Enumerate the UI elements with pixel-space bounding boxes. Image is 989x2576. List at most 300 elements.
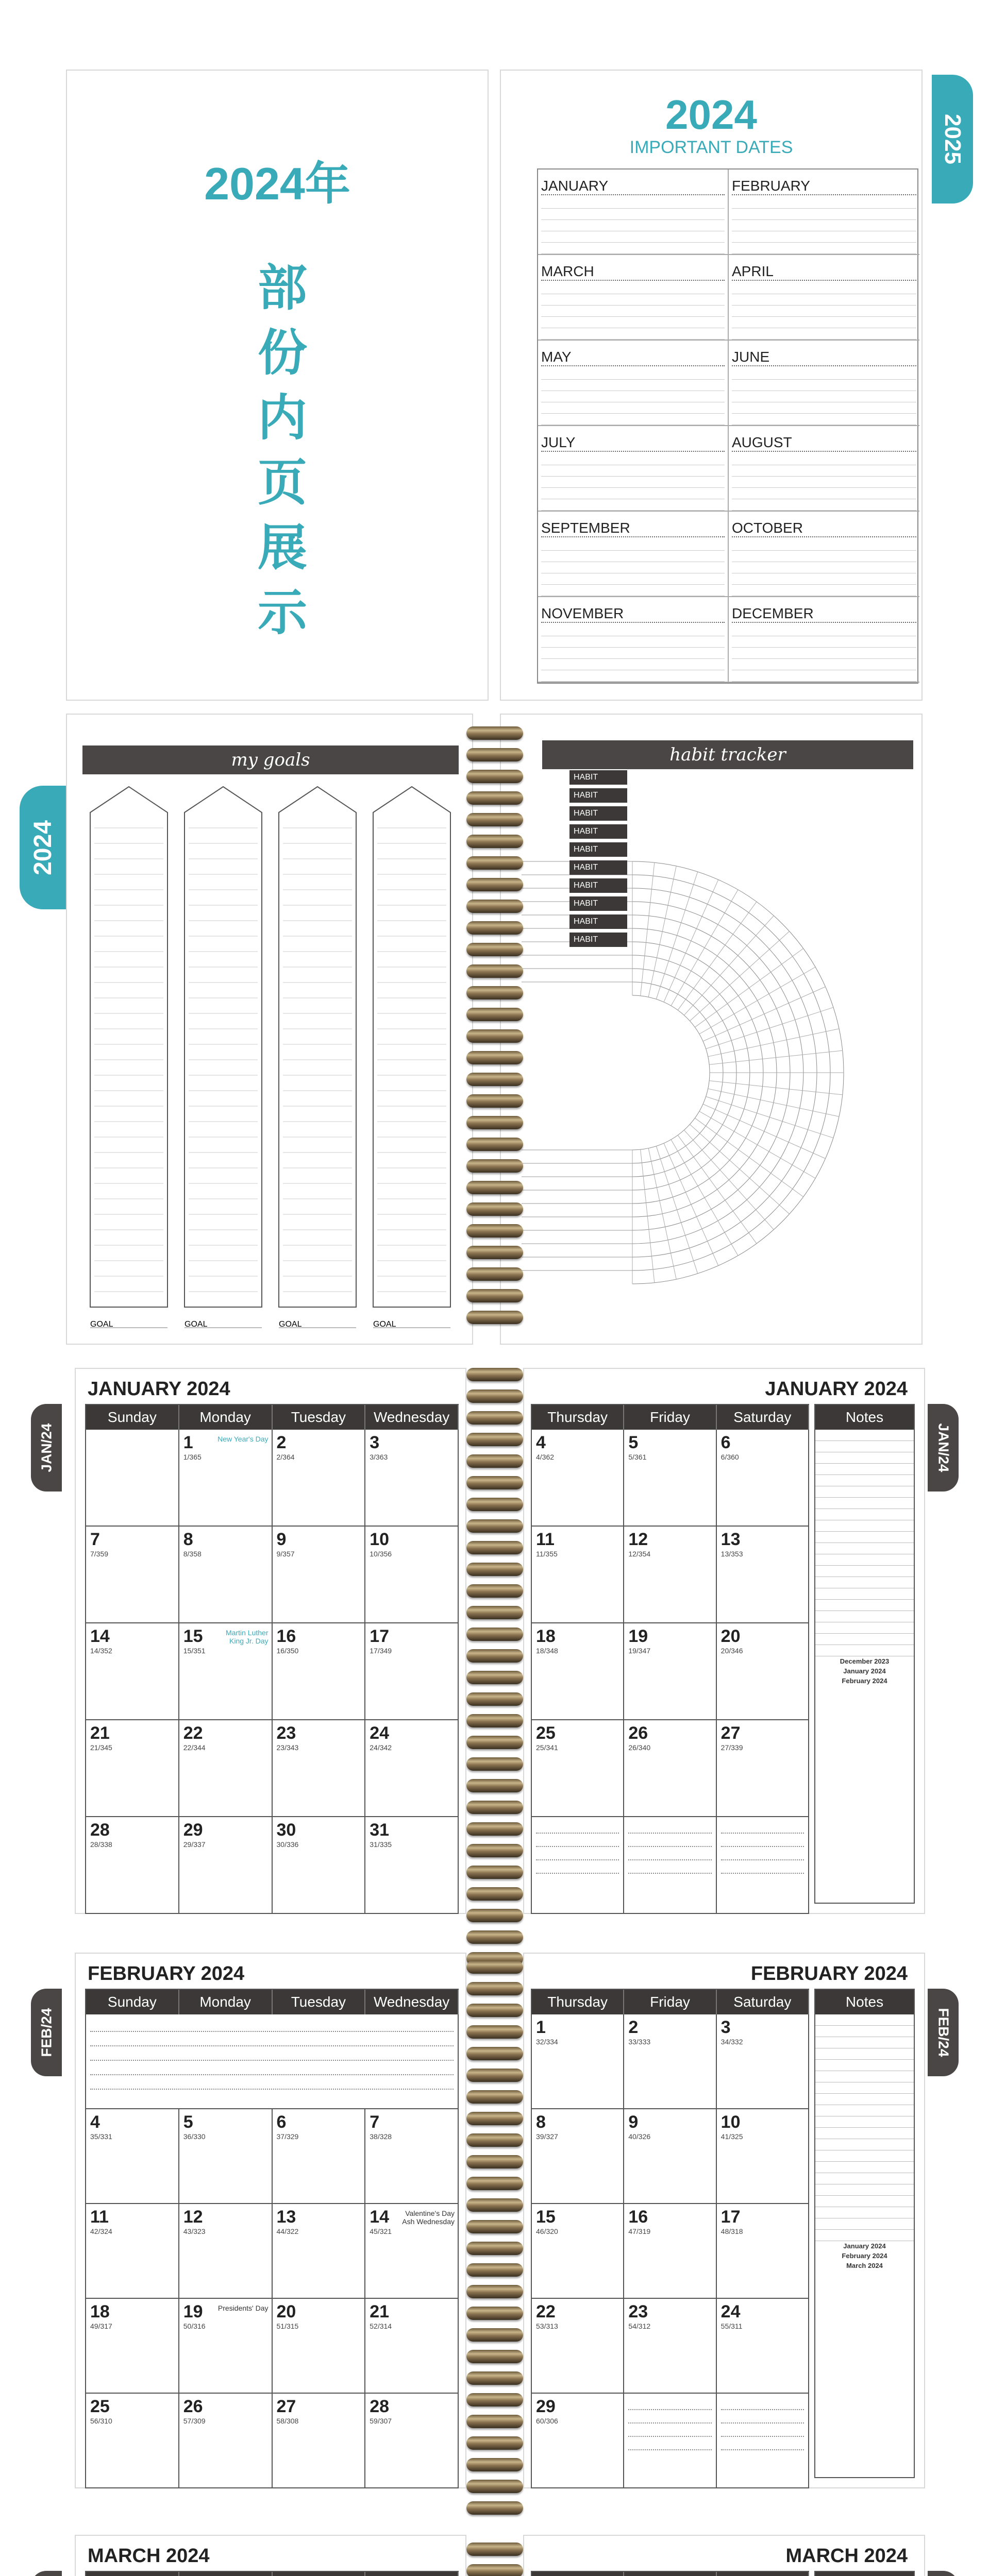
day-of-year: 19/347 [628, 1647, 651, 1655]
day-number: 22 [536, 2302, 556, 2321]
day-of-year: 23/343 [276, 1743, 299, 1752]
spiral-ring [466, 1960, 523, 1974]
calendar-day-cell[interactable] [532, 1623, 624, 1720]
spiral-ring [466, 1671, 523, 1684]
write-line[interactable] [541, 317, 725, 328]
calendar-day-cell[interactable] [86, 1720, 179, 1817]
habit-spoke [648, 1148, 676, 1279]
write-line[interactable] [541, 454, 725, 465]
calendar-day-cell[interactable] [624, 1430, 716, 1527]
calendar-day-cell[interactable] [86, 2299, 179, 2394]
month-tab-left[interactable]: JAN/24 [31, 1404, 62, 1492]
write-line[interactable] [536, 1820, 619, 1834]
write-line[interactable] [541, 243, 725, 254]
spiral-binding [466, 726, 523, 1332]
day-of-year: 42/324 [90, 2227, 112, 2235]
calendar-day-cell[interactable] [624, 2204, 716, 2299]
day-of-year: 54/312 [628, 2322, 651, 2330]
calendar-day-cell[interactable] [179, 1720, 273, 1817]
write-line[interactable] [732, 317, 916, 328]
calendar-day-cell[interactable] [532, 2014, 624, 2109]
habit-label[interactable]: HABIT [569, 842, 627, 857]
weekday-header [532, 2572, 624, 2576]
calendar-day-cell[interactable] [365, 2109, 459, 2204]
write-line[interactable] [721, 2437, 804, 2450]
calendar-day-cell[interactable] [365, 1430, 459, 1527]
day-number: 15 [183, 1626, 203, 1646]
write-line[interactable] [732, 306, 916, 317]
calendar-day-cell[interactable] [532, 1430, 624, 1527]
cover-subtitle: 部份内页展示 [258, 261, 307, 640]
write-line[interactable] [732, 391, 916, 402]
habit-label[interactable]: HABIT [569, 806, 627, 821]
write-line[interactable] [541, 585, 725, 596]
calendar-day-cell[interactable] [86, 2109, 179, 2204]
calendar-day-cell[interactable] [179, 2299, 273, 2394]
important-year: 2024 [665, 92, 757, 138]
write-line[interactable] [732, 488, 916, 499]
calendar-day-cell[interactable] [532, 1527, 624, 1623]
spiral-ring [466, 1289, 523, 1302]
spiral-ring [466, 1246, 523, 1259]
write-line[interactable] [732, 368, 916, 380]
day-of-year: 43/323 [183, 2227, 206, 2235]
day-of-year: 26/340 [628, 1743, 651, 1752]
calendar-day-cell[interactable] [365, 1623, 459, 1720]
spiral-ring [466, 770, 523, 783]
habit-tracker-page [500, 714, 923, 1345]
write-line[interactable] [628, 1847, 711, 1860]
day-number: 24 [720, 2302, 741, 2321]
important-month-july [538, 426, 729, 512]
important-month-label: FEBRUARY [732, 170, 916, 195]
habit-title: habit tracker [542, 740, 913, 769]
month-title-left: JANUARY 2024 [88, 1378, 230, 1400]
month-tab-left[interactable] [31, 2571, 62, 2576]
day-number: 28 [90, 1820, 110, 1840]
write-line[interactable] [732, 539, 916, 551]
write-line[interactable] [732, 551, 916, 562]
write-line[interactable] [628, 1834, 711, 1847]
habit-label[interactable]: HABIT [569, 933, 627, 947]
spiral-ring [466, 1008, 523, 1021]
spiral-ring [466, 1073, 523, 1086]
write-line[interactable] [732, 562, 916, 573]
calendar-day-cell[interactable] [86, 1817, 179, 1914]
write-line[interactable] [721, 1834, 804, 1847]
write-line[interactable] [628, 2437, 711, 2450]
spiral-ring [466, 1714, 523, 1727]
write-line[interactable] [541, 197, 725, 209]
important-month-january [538, 170, 729, 255]
important-month-label: JANUARY [541, 170, 725, 195]
calendar-day-cell[interactable] [365, 1527, 459, 1623]
calendar-day-cell[interactable] [273, 2204, 366, 2299]
calendar-day-cell[interactable] [365, 2394, 459, 2488]
calendar-day-cell[interactable] [86, 1623, 179, 1720]
calendar-day-cell[interactable] [273, 1623, 366, 1720]
write-line[interactable] [541, 573, 725, 585]
write-line[interactable] [628, 1820, 711, 1834]
day-number: 6 [276, 2112, 287, 2132]
write-line[interactable] [732, 380, 916, 391]
spiral-ring [466, 1181, 523, 1194]
day-number: 11 [90, 2207, 109, 2227]
day-number: 2 [628, 2018, 639, 2037]
calendar-day-cell[interactable] [273, 1430, 366, 1527]
habit-label[interactable]: HABIT [569, 914, 627, 929]
day-of-year: 34/332 [720, 2038, 743, 2046]
day-of-year: 50/316 [183, 2322, 206, 2330]
calendar-day-cell[interactable] [179, 2109, 273, 2204]
important-month-label: MAY [541, 341, 725, 366]
write-line[interactable] [536, 1834, 619, 1847]
month-tab-left[interactable]: FEB/24 [31, 1989, 62, 2076]
important-month-label: JULY [541, 426, 725, 452]
habit-spoke [641, 862, 655, 996]
calendar-day-cell[interactable] [273, 1720, 366, 1817]
write-line[interactable] [541, 414, 725, 425]
day-of-year: 25/341 [536, 1743, 558, 1752]
day-number: 7 [90, 1530, 100, 1549]
calendar-day-cell[interactable] [86, 1527, 179, 1623]
spiral-ring [466, 1389, 523, 1403]
write-line[interactable] [541, 402, 725, 414]
write-line[interactable] [732, 209, 916, 220]
write-line[interactable] [628, 2397, 711, 2410]
day-of-year: 14/352 [90, 1647, 112, 1655]
habit-label[interactable]: HABIT [569, 788, 627, 803]
mini-calendar [815, 2261, 914, 2270]
write-line[interactable] [541, 220, 725, 231]
write-line[interactable] [732, 499, 916, 511]
calendar-grid-left [85, 1989, 459, 2488]
write-line[interactable] [541, 499, 725, 511]
habit-label[interactable]: HABIT [569, 878, 627, 893]
write-line[interactable] [628, 1860, 711, 1874]
calendar-day-cell[interactable] [365, 2204, 459, 2299]
day-number: 27 [276, 2397, 296, 2416]
notes-column [814, 2571, 915, 2576]
day-number: 20 [276, 2302, 296, 2321]
calendar-day-cell[interactable] [717, 1527, 809, 1623]
calendar-day-cell[interactable] [86, 2204, 179, 2299]
calendar-day-cell[interactable] [717, 2394, 809, 2488]
calendar-day-cell[interactable] [179, 1817, 273, 1914]
spiral-ring [466, 1519, 523, 1533]
calendar-day-cell[interactable] [624, 2394, 716, 2488]
calendar-day-cell[interactable] [273, 1817, 366, 1914]
notes-lines[interactable] [815, 1430, 914, 1656]
day-number: 26 [628, 1723, 648, 1743]
calendar-day-cell[interactable] [624, 2014, 716, 2109]
day-number: 26 [183, 2397, 203, 2416]
calendar-day-cell[interactable] [717, 2299, 809, 2394]
calendar-day-cell[interactable] [532, 2109, 624, 2204]
write-line[interactable] [732, 648, 916, 659]
notes-lines[interactable] [815, 2014, 914, 2241]
habit-spoke [708, 1029, 839, 1057]
notes-lines-cell[interactable] [86, 2014, 459, 2109]
write-line[interactable] [541, 562, 725, 573]
spiral-ring [466, 2177, 523, 2190]
notes-header [815, 2572, 914, 2576]
day-of-year: 15/351 [183, 1647, 206, 1655]
spiral-ring [466, 878, 523, 891]
goal-column [279, 787, 356, 1307]
calendar-day-cell[interactable] [365, 2299, 459, 2394]
spiral-ring [466, 2004, 523, 2017]
write-line[interactable] [721, 1820, 804, 1834]
spiral-ring [466, 1433, 523, 1446]
day-number: 9 [276, 1530, 287, 1549]
write-line[interactable] [541, 636, 725, 648]
write-line[interactable] [541, 477, 725, 488]
day-of-year: 38/328 [370, 2132, 392, 2141]
day-number: 7 [370, 2112, 380, 2132]
cover-year-title: 2024年 [204, 158, 350, 209]
write-line[interactable] [732, 465, 916, 477]
write-line[interactable] [628, 2410, 711, 2424]
spiral-ring [466, 921, 523, 935]
habit-spoke [695, 1118, 803, 1197]
spiral-ring [466, 2436, 523, 2450]
weekday-header: Tuesday [273, 1405, 366, 1430]
write-line[interactable] [732, 243, 916, 254]
habit-spoke [699, 1111, 815, 1178]
spiral-ring [466, 791, 523, 805]
write-line[interactable] [541, 551, 725, 562]
important-month-label: JUNE [732, 341, 916, 366]
day-of-year: 29/337 [183, 1840, 206, 1849]
day-of-year: 36/330 [183, 2132, 206, 2141]
write-line[interactable] [541, 209, 725, 220]
mini-calendar [815, 2251, 914, 2261]
write-line[interactable] [732, 294, 916, 306]
write-line[interactable] [732, 231, 916, 243]
write-line[interactable] [541, 294, 725, 306]
weekday-header: Thursday [532, 1990, 624, 2014]
write-line[interactable] [541, 625, 725, 636]
spiral-ring [466, 1202, 523, 1216]
write-line[interactable] [90, 2046, 454, 2061]
day-number: 19 [628, 1626, 648, 1646]
day-of-year: 8/358 [183, 1550, 202, 1558]
spiral-ring [466, 1909, 523, 1922]
spiral-ring [466, 1844, 523, 1857]
mini-calendar [815, 1656, 914, 1666]
write-line[interactable] [90, 2018, 454, 2032]
write-line[interactable] [541, 368, 725, 380]
weekday-header: Wednesday [365, 1990, 459, 2014]
write-line[interactable] [541, 659, 725, 670]
calendar-day-cell[interactable] [717, 1623, 809, 1720]
calendar-day-cell[interactable] [86, 2394, 179, 2488]
write-line[interactable] [721, 2424, 804, 2437]
write-line[interactable] [732, 625, 916, 636]
write-line[interactable] [541, 283, 725, 294]
write-line[interactable] [541, 380, 725, 391]
calendar-day-cell[interactable] [717, 1817, 809, 1914]
write-line[interactable] [732, 220, 916, 231]
month-tab-right[interactable] [928, 2571, 959, 2576]
calendar-day-cell[interactable] [532, 1720, 624, 1817]
day-of-year: 33/333 [628, 2038, 651, 2046]
write-line[interactable] [541, 391, 725, 402]
day-of-year: 32/334 [536, 2038, 558, 2046]
write-line[interactable] [732, 573, 916, 585]
day-of-year: 60/306 [536, 2417, 558, 2425]
day-of-year: 48/318 [720, 2227, 743, 2235]
write-line[interactable] [732, 585, 916, 596]
write-line[interactable] [732, 670, 916, 682]
calendar-day-cell[interactable] [532, 2204, 624, 2299]
day-of-year: 1/365 [183, 1453, 202, 1461]
calendar-grid-right [531, 1404, 809, 1914]
spiral-ring [466, 1029, 523, 1043]
day-of-year: 18/348 [536, 1647, 558, 1655]
calendar-day-cell[interactable] [179, 2394, 273, 2488]
write-line[interactable] [732, 454, 916, 465]
calendar-day-cell[interactable] [624, 1527, 716, 1623]
day-of-year: 27/339 [720, 1743, 743, 1752]
habit-spoke [695, 948, 803, 1027]
calendar-day-cell[interactable] [273, 1527, 366, 1623]
important-month-march [538, 255, 729, 341]
write-line[interactable] [732, 283, 916, 294]
weekday-header: Sunday [86, 1990, 179, 2014]
habit-label[interactable]: HABIT [569, 896, 627, 911]
spiral-ring [466, 1628, 523, 1641]
write-line[interactable] [541, 539, 725, 551]
weekday-header: Sunday [86, 1405, 179, 1430]
spiral-ring [466, 2198, 523, 2212]
calendar-day-cell[interactable] [717, 2014, 809, 2109]
important-month-november [538, 597, 729, 683]
calendar-day-cell[interactable] [717, 1720, 809, 1817]
calendar-day-cell[interactable] [365, 1817, 459, 1914]
tab-2025[interactable]: 2025 [932, 75, 973, 204]
day-number: 10 [370, 1530, 390, 1549]
notes-column [814, 1404, 915, 1904]
day-of-year: 28/338 [90, 1840, 112, 1849]
calendar-day-cell[interactable] [717, 2109, 809, 2204]
calendar-day-cell[interactable] [179, 1527, 273, 1623]
day-of-year: 11/355 [536, 1550, 558, 1558]
habit-label[interactable]: HABIT [569, 824, 627, 839]
write-line[interactable] [732, 197, 916, 209]
spiral-ring [466, 1368, 523, 1381]
write-line[interactable] [721, 2410, 804, 2424]
write-line[interactable] [541, 231, 725, 243]
spiral-binding [466, 1368, 523, 1974]
write-line[interactable] [541, 306, 725, 317]
important-month-label: NOVEMBER [541, 597, 725, 623]
habit-label[interactable]: HABIT [569, 770, 627, 785]
write-line[interactable] [732, 402, 916, 414]
month-tab-right[interactable]: FEB/24 [928, 1989, 959, 2076]
write-line[interactable] [541, 670, 725, 682]
goal-column [373, 787, 450, 1307]
calendar-day-cell[interactable] [273, 2299, 366, 2394]
goal-label: GOAL [373, 1320, 396, 1329]
calendar-day-cell[interactable] [532, 2299, 624, 2394]
calendar-day-cell[interactable] [717, 2204, 809, 2299]
write-line[interactable] [541, 465, 725, 477]
mini-calendar-title: February 2024 [842, 1677, 887, 1685]
write-line[interactable] [732, 477, 916, 488]
month-title-right: MARCH 2024 [785, 2545, 908, 2567]
calendar-day-cell[interactable] [179, 1623, 273, 1720]
calendar-day-cell[interactable] [624, 2109, 716, 2204]
write-line[interactable] [541, 328, 725, 340]
calendar-day-cell[interactable] [86, 1430, 179, 1527]
write-line[interactable] [90, 2032, 454, 2046]
calendar-day-cell[interactable] [365, 1720, 459, 1817]
day-of-year: 7/359 [90, 1550, 109, 1558]
calendar-day-cell[interactable] [273, 2109, 366, 2204]
write-line[interactable] [536, 1860, 619, 1874]
write-line[interactable] [541, 648, 725, 659]
write-line[interactable] [541, 488, 725, 499]
write-line[interactable] [732, 659, 916, 670]
weekday-header: Tuesday [273, 1990, 366, 2014]
holiday-label: Valentine's Day Ash Wednesday [402, 2209, 455, 2226]
month-tab-right[interactable]: JAN/24 [928, 1404, 959, 1492]
day-of-year: 55/311 [720, 2322, 743, 2330]
holiday-label: Martin Luther King Jr. Day [226, 1629, 269, 1645]
write-line[interactable] [721, 2397, 804, 2410]
calendar-day-cell[interactable] [273, 2394, 366, 2488]
spiral-ring [466, 1454, 523, 1468]
important-month-august [729, 426, 919, 512]
write-line[interactable] [536, 1847, 619, 1860]
write-line[interactable] [90, 2061, 454, 2075]
day-number: 1 [536, 2018, 546, 2037]
goal-label: GOAL [185, 1320, 208, 1329]
day-of-year: 41/325 [720, 2132, 743, 2141]
weekday-header: Monday [179, 1990, 273, 2014]
calendar-day-cell[interactable] [624, 2299, 716, 2394]
day-number: 22 [183, 1723, 203, 1743]
habit-spoke [678, 902, 757, 1010]
tab-2024[interactable]: 2024 [20, 786, 66, 909]
write-line[interactable] [628, 2424, 711, 2437]
write-line[interactable] [732, 636, 916, 648]
calendar-day-cell[interactable] [179, 1430, 273, 1527]
habit-label[interactable]: HABIT [569, 860, 627, 875]
important-month-label: DECEMBER [732, 597, 916, 623]
calendar-day-cell[interactable] [624, 1817, 716, 1914]
calendar-day-cell[interactable] [179, 2204, 273, 2299]
day-of-year: 24/342 [370, 1743, 392, 1752]
day-number: 17 [720, 2207, 741, 2227]
day-number: 31 [370, 1820, 390, 1840]
write-line[interactable] [732, 414, 916, 425]
calendar-day-cell[interactable] [624, 1720, 716, 1817]
write-line[interactable] [732, 328, 916, 340]
write-line[interactable] [721, 1860, 804, 1874]
calendar-day-cell[interactable] [532, 2394, 624, 2488]
write-line[interactable] [90, 2075, 454, 2090]
day-number: 3 [720, 2018, 731, 2037]
spiral-ring [466, 2415, 523, 2428]
write-line[interactable] [721, 1847, 804, 1860]
calendar-day-cell[interactable] [532, 1817, 624, 1914]
calendar-day-cell[interactable] [717, 1430, 809, 1527]
spiral-ring [466, 2350, 523, 2363]
calendar-day-cell[interactable] [624, 1623, 716, 1720]
